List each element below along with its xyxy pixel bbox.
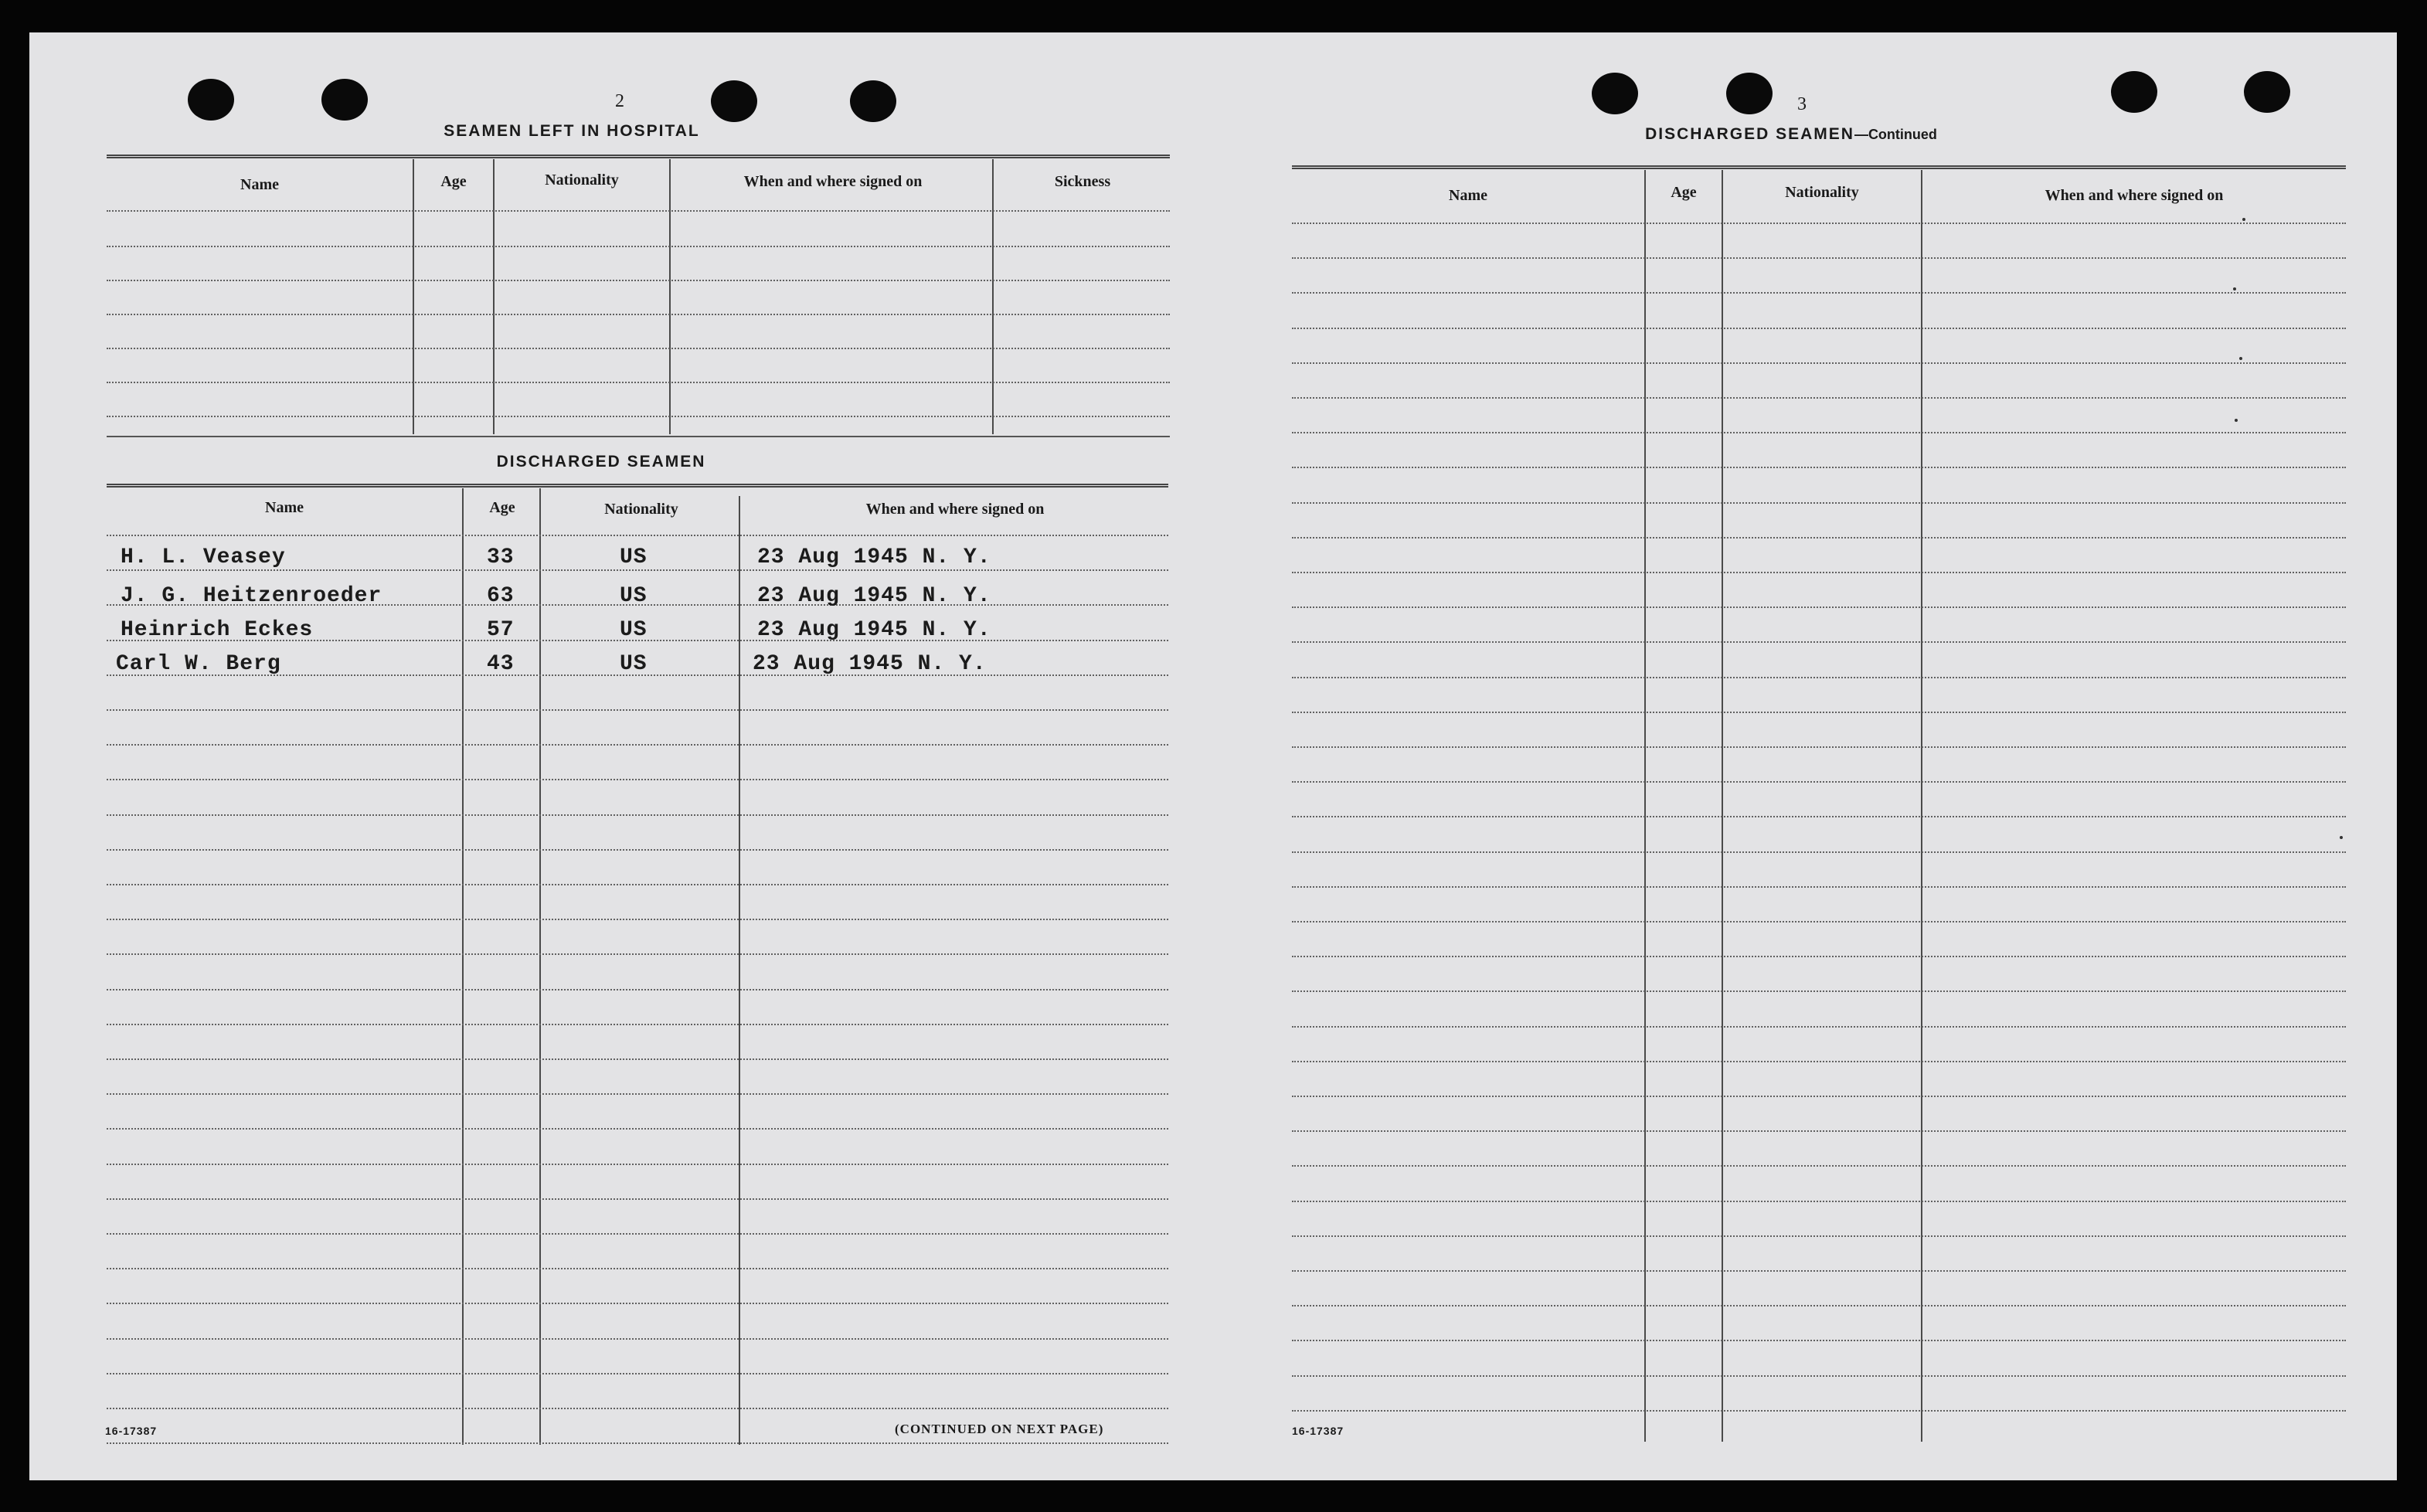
- speck: [2233, 287, 2236, 291]
- seaman-signed-on: 23 Aug 1945 N. Y.: [757, 545, 991, 569]
- row-line: [107, 1268, 1168, 1269]
- row-line: [1292, 606, 2346, 608]
- column-header-name: Name: [265, 499, 304, 516]
- row-line: [107, 1303, 1168, 1304]
- row-line: [1292, 1165, 2346, 1167]
- row-line: [1292, 572, 2346, 573]
- title-main: DISCHARGED SEAMEN: [1645, 125, 1854, 143]
- hospital-section-title: SEAMEN LEFT IN HOSPITAL: [444, 122, 700, 140]
- row-line: [107, 1024, 1168, 1025]
- row-line: [1292, 851, 2346, 853]
- seaman-age: 63: [487, 584, 515, 608]
- table-top-rule: [107, 155, 1170, 158]
- seaman-name: H. L. Veasey: [121, 545, 286, 569]
- row-line: [107, 348, 1170, 349]
- column-divider: [413, 159, 414, 434]
- row-line: [1292, 886, 2346, 888]
- table-top-rule: [1292, 165, 2346, 169]
- row-line: [107, 849, 1168, 851]
- row-line: [107, 989, 1168, 990]
- speck: [2239, 357, 2242, 360]
- form-number: 16-17387: [105, 1425, 158, 1437]
- row-line: [107, 884, 1168, 885]
- speck: [2235, 419, 2238, 422]
- row-line: [107, 246, 1170, 247]
- row-line: [1292, 990, 2346, 992]
- row-line: [107, 1058, 1168, 1060]
- punch-hole: [711, 80, 757, 122]
- row-line: [107, 919, 1168, 920]
- seaman-name: Carl W. Berg: [116, 652, 281, 676]
- column-header-signed-on: When and where signed on: [743, 173, 923, 190]
- discharged-section-title: DISCHARGED SEAMEN: [496, 453, 706, 471]
- punch-hole: [188, 79, 234, 121]
- seaman-signed-on: 23 Aug 1945 N. Y.: [757, 618, 991, 642]
- row-line: [107, 953, 1168, 955]
- row-line: [107, 709, 1168, 711]
- row-line: [1292, 1026, 2346, 1028]
- row-line: [1292, 1130, 2346, 1132]
- seaman-nationality: US: [620, 652, 648, 676]
- row-line: [1292, 502, 2346, 504]
- punch-hole: [321, 79, 368, 121]
- row-line: [1292, 816, 2346, 817]
- row-line: [107, 314, 1170, 315]
- row-line: [107, 1093, 1168, 1095]
- row-line: [107, 1164, 1168, 1165]
- punch-hole: [850, 80, 896, 122]
- column-header-signed-on: When and where signed on: [2045, 187, 2224, 204]
- seaman-signed-on: 23 Aug 1945 N. Y.: [753, 652, 987, 676]
- column-divider: [992, 159, 994, 434]
- row-line: [1292, 537, 2346, 539]
- row-line: [107, 382, 1170, 383]
- ledger-sheet: [29, 32, 2397, 1480]
- row-line: [1292, 677, 2346, 678]
- row-line: [1292, 362, 2346, 364]
- seaman-name: Heinrich Eckes: [121, 618, 314, 642]
- row-line: [107, 1233, 1168, 1235]
- row-line: [107, 1408, 1168, 1409]
- column-divider: [1921, 170, 1922, 1442]
- row-line: [1292, 432, 2346, 433]
- row-line: [107, 744, 1168, 746]
- row-line: [1292, 712, 2346, 713]
- row-line: [107, 1373, 1168, 1374]
- seaman-name: J. G. Heitzenroeder: [121, 584, 382, 608]
- column-divider: [1722, 170, 1723, 1442]
- row-line: [1292, 397, 2346, 399]
- speck: [2340, 836, 2343, 839]
- row-line: [1292, 1201, 2346, 1202]
- row-line: [1292, 1270, 2346, 1272]
- column-header-age: Age: [489, 499, 515, 516]
- row-line: [107, 535, 1168, 536]
- punch-hole: [2244, 71, 2290, 113]
- speck: [2242, 218, 2245, 221]
- row-line: [1292, 1410, 2346, 1412]
- column-header-name: Name: [240, 176, 279, 193]
- row-line: [107, 814, 1168, 816]
- row-line: [107, 1128, 1168, 1130]
- title-continued: —Continued: [1854, 127, 1937, 142]
- page-number: 2: [615, 91, 624, 111]
- row-line: [107, 1442, 1168, 1444]
- column-header-nationality: Nationality: [604, 501, 678, 518]
- row-line: [1292, 956, 2346, 957]
- row-line: [1292, 257, 2346, 259]
- column-header-sickness: Sickness: [1054, 173, 1111, 190]
- row-line: [1292, 292, 2346, 294]
- row-line: [1292, 1340, 2346, 1341]
- row-line: [107, 779, 1168, 780]
- column-header-nationality: Nationality: [545, 172, 619, 189]
- row-line: [107, 416, 1170, 417]
- row-line: [1292, 1235, 2346, 1237]
- continued-note: (CONTINUED ON NEXT PAGE): [895, 1422, 1104, 1436]
- seaman-nationality: US: [620, 618, 648, 642]
- row-line: [1292, 1305, 2346, 1306]
- seaman-age: 57: [487, 618, 515, 642]
- seaman-signed-on: 23 Aug 1945 N. Y.: [757, 584, 991, 608]
- column-header-nationality: Nationality: [1785, 184, 1859, 201]
- column-header-age: Age: [1671, 184, 1697, 201]
- column-divider: [462, 488, 464, 1445]
- punch-hole: [1592, 73, 1638, 114]
- column-header-age: Age: [440, 173, 467, 190]
- row-line: [1292, 1061, 2346, 1062]
- row-line: [1292, 641, 2346, 643]
- row-line: [1292, 781, 2346, 783]
- row-line: [107, 569, 1168, 571]
- row-line: [107, 280, 1170, 281]
- seaman-nationality: US: [620, 584, 648, 608]
- seaman-age: 43: [487, 652, 515, 676]
- column-divider: [669, 159, 671, 434]
- row-line: [107, 1198, 1168, 1200]
- punch-hole: [2111, 71, 2157, 113]
- punch-hole: [1726, 73, 1773, 114]
- table-top-rule: [107, 484, 1168, 488]
- row-line: [107, 210, 1170, 212]
- seaman-age: 33: [487, 545, 515, 569]
- form-number: 16-17387: [1292, 1425, 1344, 1437]
- row-line: [1292, 223, 2346, 224]
- page-number: 3: [1797, 94, 1807, 114]
- seaman-nationality: US: [620, 545, 648, 569]
- row-line: [107, 1338, 1168, 1340]
- row-line: [1292, 746, 2346, 748]
- column-divider: [539, 488, 541, 1445]
- row-line: [1292, 328, 2346, 329]
- row-line: [1292, 1096, 2346, 1097]
- table-bottom-rule: [107, 436, 1170, 437]
- row-line: [1292, 467, 2346, 468]
- discharged-continued-title: [1621, 125, 1961, 144]
- column-header-name: Name: [1449, 187, 1487, 204]
- column-divider: [493, 159, 495, 434]
- row-line: [1292, 1375, 2346, 1377]
- column-header-signed-on: When and where signed on: [865, 501, 1045, 518]
- row-line: [1292, 921, 2346, 922]
- column-divider: [1644, 170, 1646, 1442]
